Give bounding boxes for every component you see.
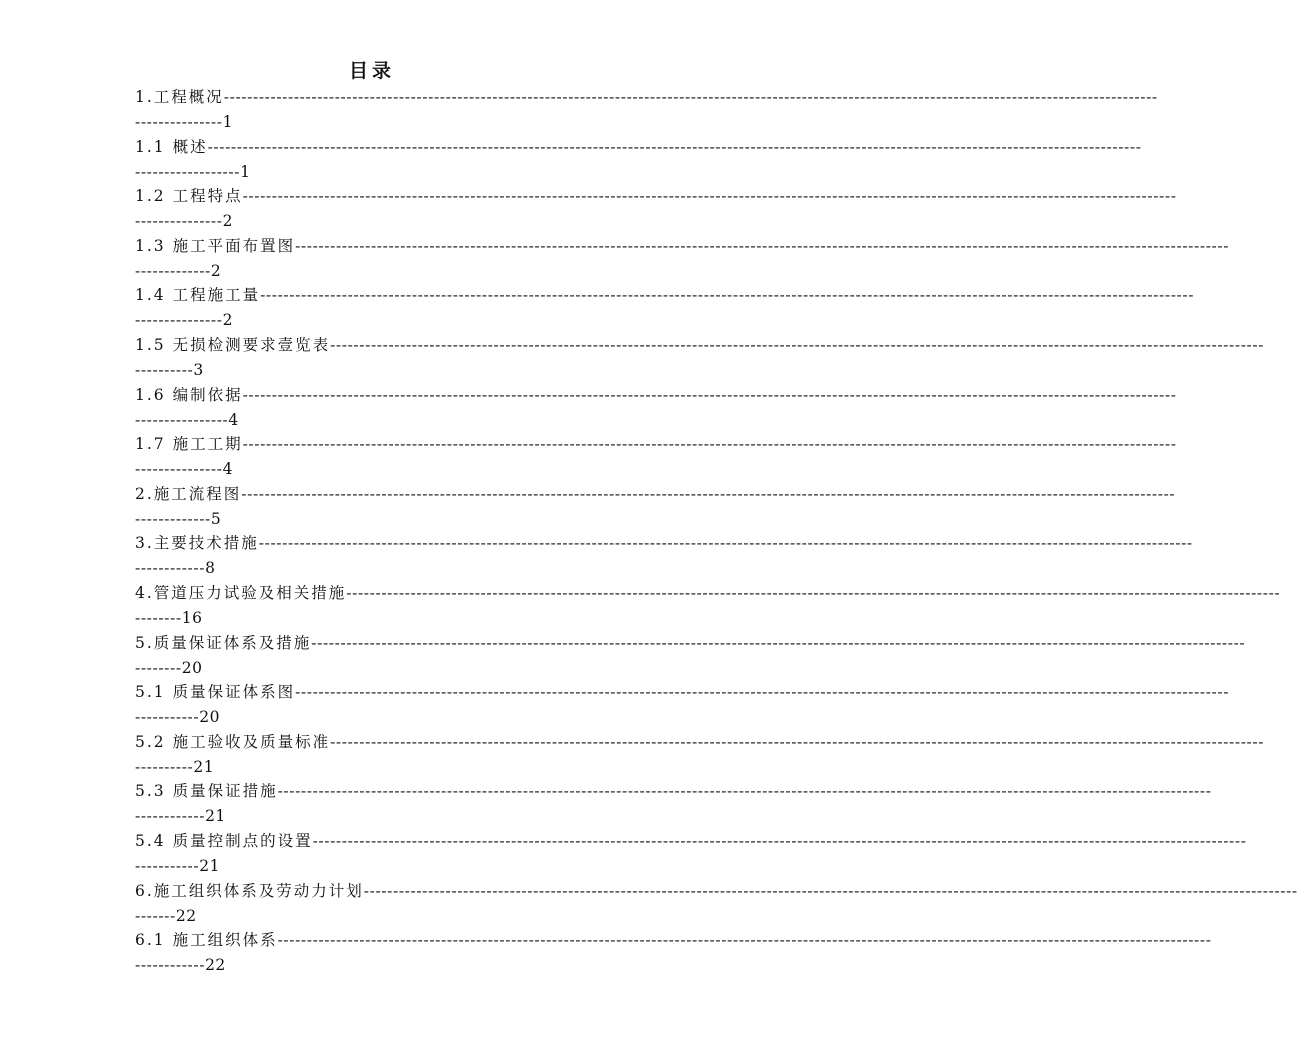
dot-leader: ---------------------------------------------------------------------------------------------------------------------------------------------------------------- (258, 534, 1193, 553)
toc-entry-label: 1.6 编制依据 (135, 385, 243, 404)
dot-leader: --------------- (135, 212, 223, 231)
dot-leader: ---------------------------------------------------------------------------------------------------------------------------------------------------------------- (223, 88, 1158, 106)
toc-entry-title-line (135, 383, 1177, 408)
toc-entry-page-number: 20 (199, 708, 220, 727)
dot-leader: ---------------------------------------------------------------------------------------------------------------------------------------------------------------- (312, 831, 1247, 850)
dot-leader: ---------------------------------------------------------------------------------------------------------------------------------------------------------------- (346, 583, 1281, 602)
toc-entry-label: 1.3 施工平面布置图 (135, 236, 296, 255)
toc-entry[interactable] (135, 779, 1212, 829)
table-of-contents (135, 85, 1298, 978)
toc-entry-label: 1.7 施工工期 (135, 435, 243, 454)
toc-entry-title-line (135, 482, 1176, 507)
toc-entry-page-line (135, 457, 695, 482)
toc-entry-page-number: 22 (175, 906, 197, 925)
toc-entry-title-line (135, 234, 1230, 259)
toc-entry-label: 5.4 质量控制点的设置 (135, 831, 313, 850)
dot-leader: -------- (135, 658, 182, 677)
dot-leader: --------------- (135, 460, 223, 479)
dot-leader: ------------- (135, 261, 211, 280)
toc-entry-label: 1.工程概况 (135, 88, 224, 106)
toc-entry-title-line (135, 680, 1230, 705)
toc-entry-label: 3.主要技术措施 (135, 534, 259, 553)
toc-entry-label: 5.2 施工验收及质量标准 (135, 732, 331, 751)
toc-entry-page-number: 2 (222, 311, 233, 330)
toc-entry-page-number: 8 (205, 559, 216, 578)
toc-entry[interactable] (135, 879, 1298, 929)
dot-leader: ---------------------------------------------------------------------------------------------------------------------------------------------------------------- (242, 385, 1177, 404)
dot-leader: ------------ (135, 559, 206, 578)
toc-entry-page-line (135, 606, 695, 631)
toc-entry-title-line (135, 85, 1158, 110)
dot-leader: ------- (135, 906, 176, 925)
dot-leader: ---------------------------------------------------------------------------------------------------------------------------------------------------------------- (295, 236, 1230, 255)
toc-entry-label: 6.1 施工组织体系 (135, 931, 278, 950)
toc-entry-label: 5.1 质量保证体系图 (135, 683, 296, 702)
toc-entry-page-number: 2 (222, 212, 233, 231)
toc-entry-title-line (135, 581, 1281, 606)
dot-leader: ---------------------------------------------------------------------------------------------------------------------------------------------------------------- (207, 137, 1142, 156)
toc-entry-page-line (135, 308, 695, 333)
dot-leader: ---------------------------------------------------------------------------------------------------------------------------------------------------------------- (242, 435, 1177, 454)
toc-entry[interactable] (135, 531, 1193, 581)
toc-entry-page-number: 4 (222, 460, 233, 479)
toc-entry-page-number: 21 (205, 807, 226, 826)
toc-entry[interactable] (135, 283, 1195, 333)
toc-entry-page-line (135, 953, 695, 978)
page-title: 目录 (348, 60, 395, 82)
toc-entry-title-line (135, 730, 1265, 755)
dot-leader: ---------------- (135, 410, 229, 429)
toc-entry-page-line (135, 904, 695, 929)
dot-leader: ---------------------------------------------------------------------------------------------------------------------------------------------------------------- (242, 187, 1177, 206)
toc-entry-label: 4.管道压力试验及相关措施 (135, 583, 347, 602)
dot-leader: --------------- (135, 113, 223, 131)
toc-entry-page-number: 3 (193, 360, 204, 379)
dot-leader: ---------------------------------------------------------------------------------------------------------------------------------------------------------------- (277, 931, 1212, 950)
dot-leader: ------------------ (135, 162, 241, 181)
toc-entry[interactable] (135, 234, 1230, 284)
toc-entry-label: 5.3 质量保证措施 (135, 782, 278, 801)
dot-leader: ---------------------------------------------------------------------------------------------------------------------------------------------------------------- (330, 335, 1265, 354)
toc-entry-title-line (135, 631, 1246, 656)
dot-leader: ------------ (135, 956, 206, 975)
dot-leader: ----------- (135, 708, 200, 727)
toc-entry[interactable] (135, 482, 1176, 532)
dot-leader: ---------------------------------------------------------------------------------------------------------------------------------------------------------------- (277, 782, 1212, 801)
toc-entry-label: 1.1 概述 (135, 137, 208, 156)
toc-entry-title-line (135, 531, 1193, 556)
dot-leader: -------- (135, 608, 182, 627)
toc-entry[interactable] (135, 383, 1177, 433)
dot-leader: ---------------------------------------------------------------------------------------------------------------------------------------------------------------- (260, 286, 1195, 305)
toc-entry[interactable] (135, 184, 1177, 234)
toc-entry-page-line (135, 259, 695, 284)
dot-leader: ------------ (135, 807, 206, 826)
toc-entry-page-number: 1 (240, 162, 251, 181)
dot-leader: ------------- (135, 509, 211, 528)
toc-entry-page-number: 21 (193, 757, 215, 776)
toc-entry-label: 1.5 无损检测要求壹览表 (135, 335, 331, 354)
toc-entry-title-line (135, 283, 1195, 308)
toc-entry[interactable] (135, 85, 1158, 135)
dot-leader: ---------------------------------------------------------------------------------------------------------------------------------------------------------------- (241, 484, 1176, 503)
toc-entry[interactable] (135, 333, 1265, 383)
toc-entry-page-line (135, 556, 695, 581)
dot-leader: --------------- (135, 311, 223, 330)
toc-entry-page-number: 22 (205, 956, 226, 975)
toc-entry-page-line (135, 160, 695, 185)
toc-entry[interactable] (135, 581, 1281, 631)
dot-leader: ----------- (135, 856, 200, 875)
toc-entry-label: 6.施工组织体系及劳动力计划 (135, 881, 364, 900)
toc-entry-label: 1.2 工程特点 (135, 187, 243, 206)
dot-leader: ---------- (135, 757, 194, 776)
toc-entry-page-line (135, 854, 695, 879)
dot-leader: ---------------------------------------------------------------------------------------------------------------------------------------------------------------- (363, 881, 1298, 900)
toc-entry-page-number: 16 (181, 608, 203, 627)
dot-leader: ---------- (135, 360, 194, 379)
toc-entry[interactable] (135, 680, 1230, 730)
toc-entry-title-line (135, 135, 1142, 160)
toc-entry-label: 1.4 工程施工量 (135, 286, 261, 305)
toc-entry-page-number: 5 (210, 509, 222, 528)
toc-entry[interactable] (135, 432, 1177, 482)
toc-entry-page-line (135, 110, 695, 135)
toc-entry-title-line (135, 184, 1177, 209)
toc-entry-page-number: 1 (222, 113, 233, 131)
toc-entry[interactable] (135, 730, 1265, 780)
toc-entry-page-line (135, 408, 695, 433)
toc-entry-page-line (135, 705, 695, 730)
toc-entry-title-line (135, 333, 1265, 358)
toc-entry-label: 5.质量保证体系及措施 (135, 633, 312, 652)
dot-leader: ---------------------------------------------------------------------------------------------------------------------------------------------------------------- (311, 633, 1246, 652)
dot-leader: ---------------------------------------------------------------------------------------------------------------------------------------------------------------- (295, 683, 1230, 702)
toc-entry-page-number: 20 (181, 658, 203, 677)
toc-entry-label: 2.施工流程图 (135, 484, 242, 503)
toc-entry[interactable] (135, 829, 1247, 879)
toc-entry-page-line (135, 755, 695, 780)
toc-entry[interactable] (135, 631, 1246, 681)
toc-entry-title-line (135, 879, 1298, 904)
toc-entry-page-line (135, 656, 695, 681)
toc-entry-page-line (135, 804, 695, 829)
toc-entry[interactable] (135, 928, 1212, 978)
toc-entry-title-line (135, 779, 1212, 804)
toc-entry-page-line (135, 358, 695, 383)
toc-entry-title-line (135, 928, 1212, 953)
toc-entry-title-line (135, 829, 1247, 854)
toc-entry-title-line (135, 432, 1177, 457)
toc-entry-page-line (135, 507, 695, 532)
toc-entry[interactable] (135, 135, 1142, 185)
toc-entry-page-number: 2 (210, 261, 222, 280)
dot-leader: ---------------------------------------------------------------------------------------------------------------------------------------------------------------- (330, 732, 1265, 751)
toc-entry-page-line (135, 209, 695, 234)
toc-entry-page-number: 4 (228, 410, 239, 429)
toc-entry-page-number: 21 (199, 856, 220, 875)
